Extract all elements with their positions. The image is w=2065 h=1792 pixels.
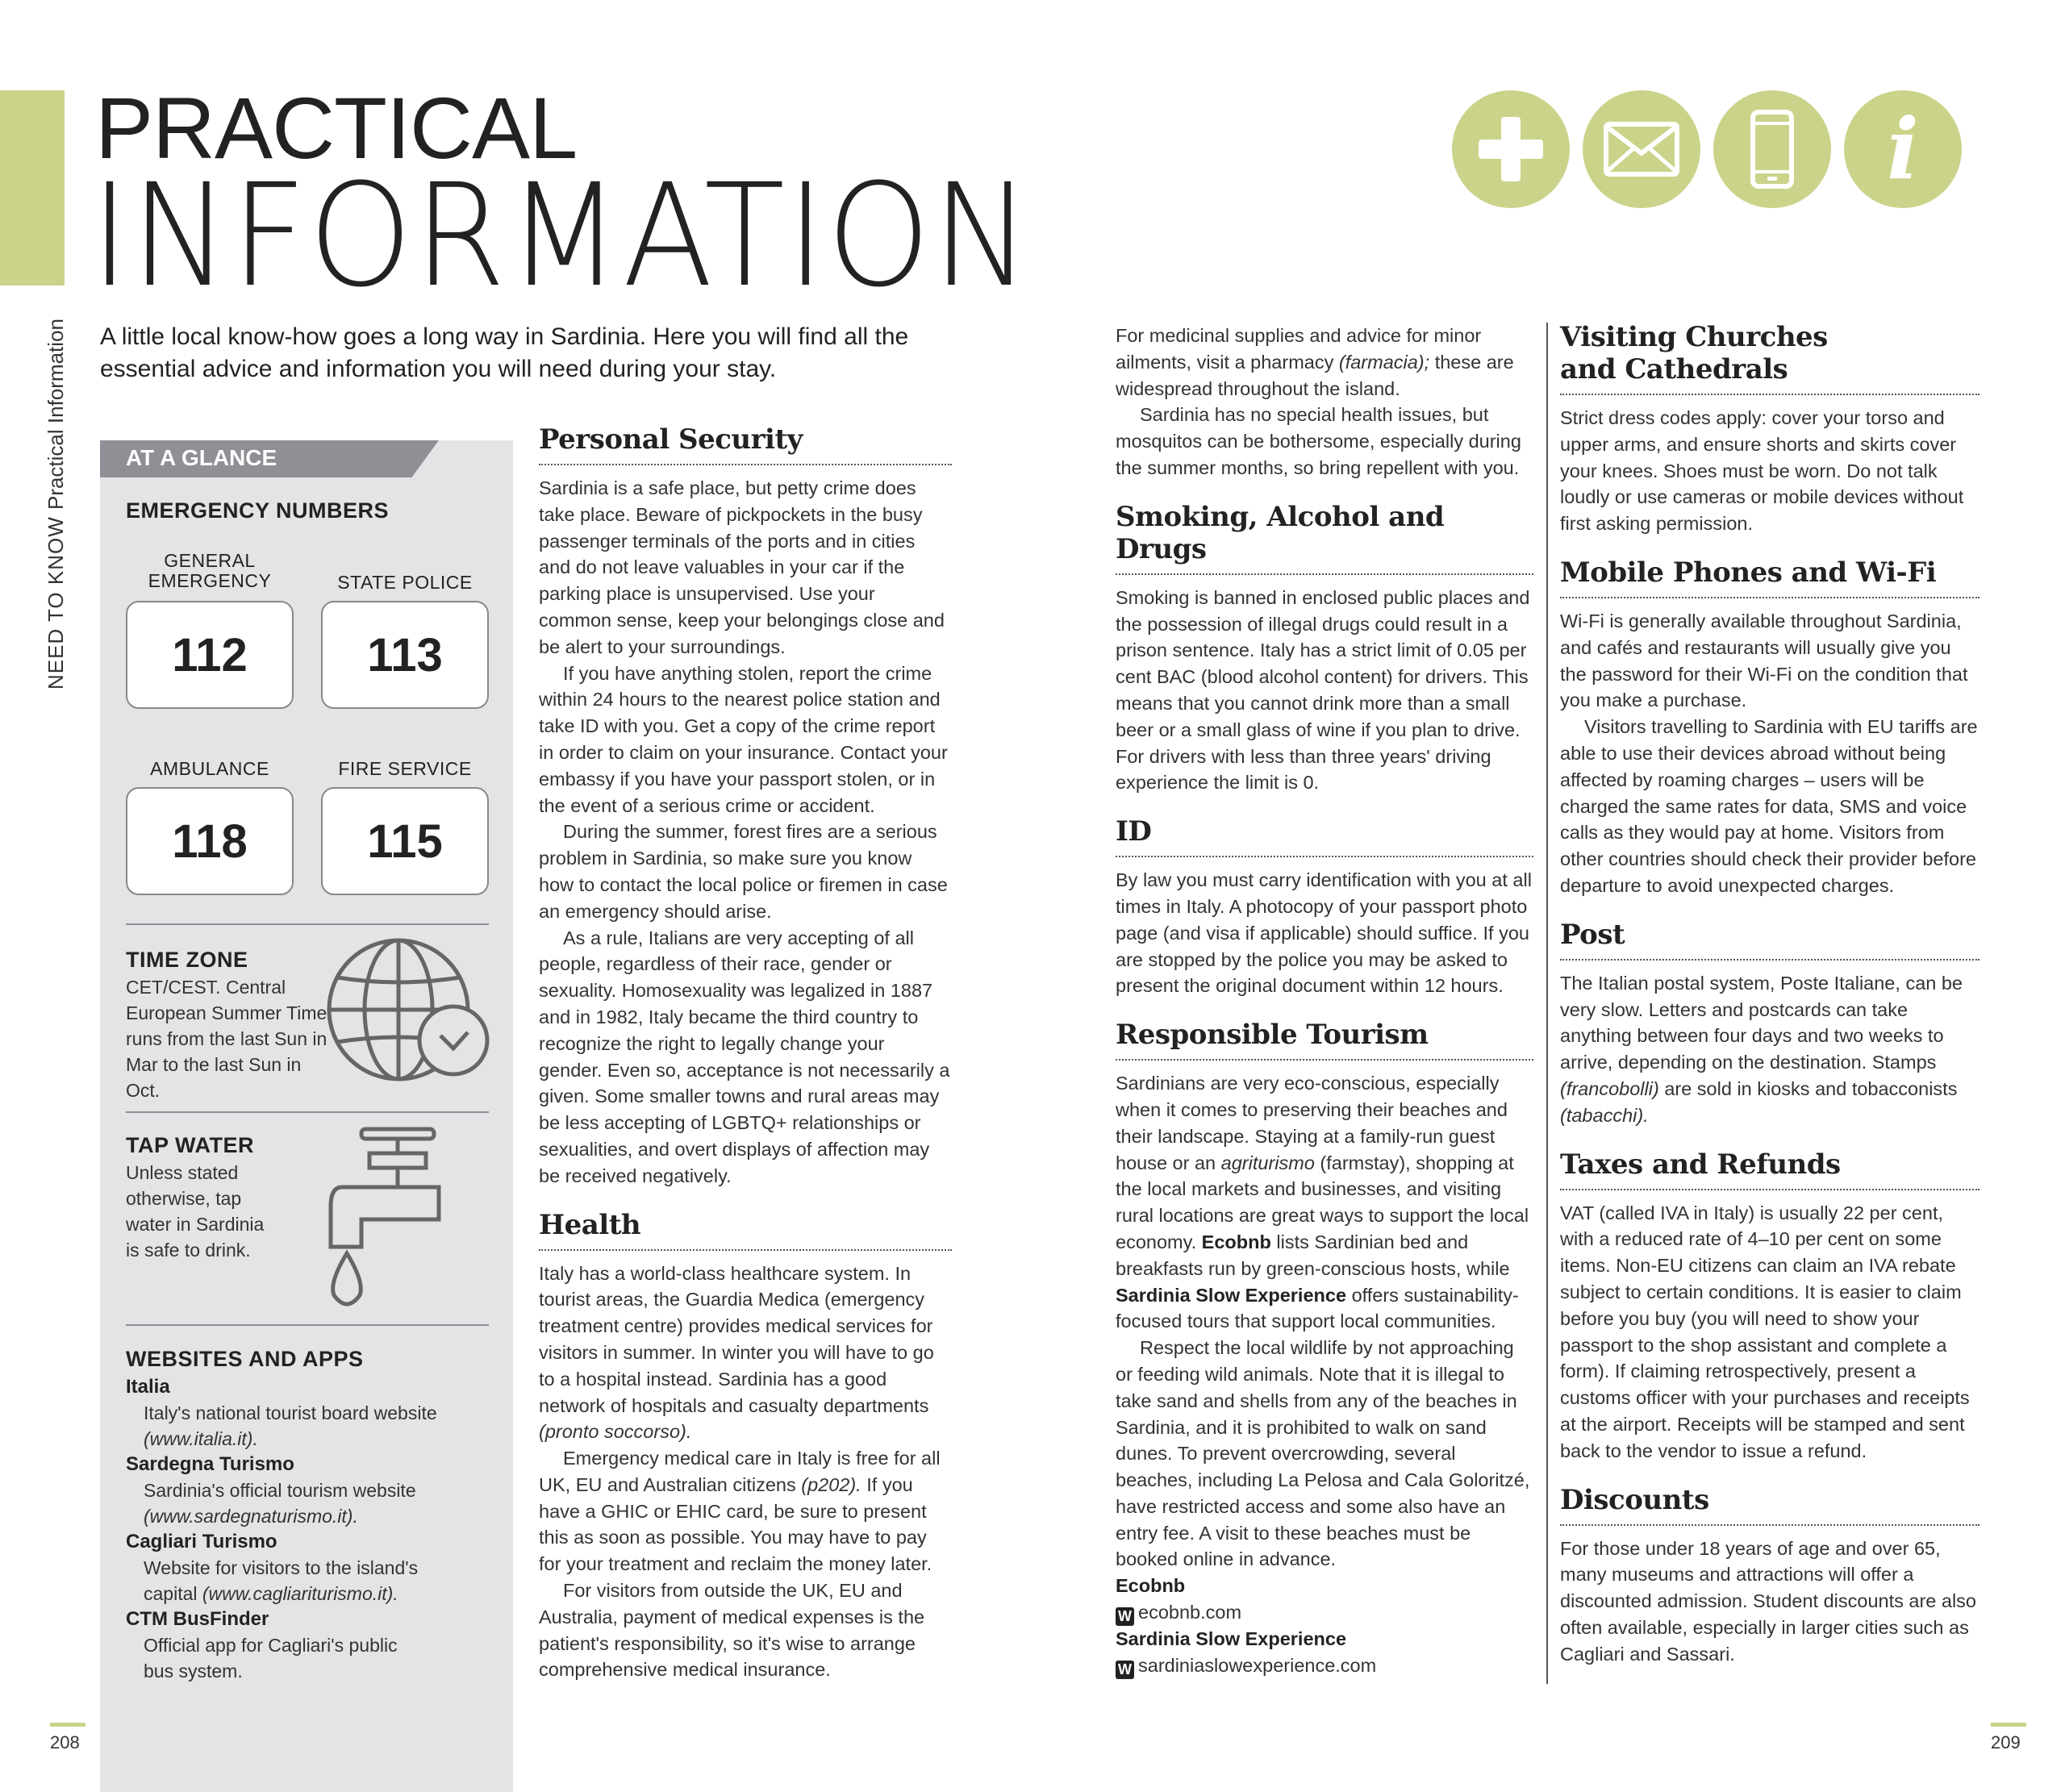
post-text: are sold in kiosks and tobacconists [1664,1077,1958,1099]
section-heading-mobile: Mobile Phones and Wi-Fi [1560,556,1937,589]
emergency-number-ambulance: 118 [126,787,294,895]
mobile-phone-icon [1713,90,1831,208]
resp-bold: Sardinia Slow Experience [1116,1284,1347,1306]
heading-rule [539,464,952,465]
heading-rule [1560,1189,1979,1190]
website-desc: Sardinia's official tourism website [144,1480,416,1501]
section-heading-churches [1560,321,1979,385]
page-number-bar [1991,1723,2026,1727]
paragraph [539,1445,952,1577]
resp-italic: agriturismo [1220,1152,1315,1173]
paragraph: As a rule, Italians are very accepting of all people, regardless of their race, gender or sexuality. Homosexuality was legalized in 1887 and in 1982, Italy became the third country to recognize the right to legally change your gender. Even so, acceptance is not necessarily a given. Some smaller towns and rural areas may be less accepting of LGBTQ+ relationships or sexualities, and overt displays of affection may be received negatively. [539,927,950,1186]
paragraph: Sardinia has no special health issues, but mosquitos can be bothersome, especially during the summer months, so bring repellent with you. [1116,404,1521,478]
web-icon: W [1116,1607,1134,1626]
pharm-text: these are widespread throughout the island. [1116,351,1514,399]
section-heading-smoking: Smoking, Alcohol and Drugs [1116,500,1445,565]
link-url[interactable]: ecobnb.com [1138,1602,1242,1623]
link-row [1116,1652,1533,1679]
link-url[interactable]: sardiniaslowexperience.com [1138,1654,1377,1676]
section-heading-security: Personal Security [539,423,803,456]
health-text: Emergency medical care in Italy is free for all UK, EU and Australian citizens [539,1448,941,1495]
section-heading-id: ID [1116,815,1152,848]
globe-clock-icon [326,937,490,1086]
paragraph: For those under 18 years of age and over 65, many museums and attractions will offer a discounted admission. Student discounts are also often available, especially in larger cities such as Cagliari and Sassari. [1560,1537,1977,1665]
paragraph: VAT (called IVA in Italy) is usually 22 per cent, with a reduced rate of 4–10 per cent on some items. Non-EU citizens can claim an IVA rebate subject to certain conditions. It is easier to claim before you buy (you will need to show your passport to the shop assistant and complete a form). If claiming retrospectively, present a customs officer with your purchases and receipts at the airport. Receipts will be stamped and sent back to the vendor to issue a refund. [1560,1202,1970,1461]
section-heading-post: Post [1560,918,1625,951]
column-3 [1560,321,1979,1667]
side-prefix: NEED TO KNOW [44,516,68,690]
divider [126,1324,489,1326]
page-number-bar [50,1723,86,1727]
web-icon: W [1116,1661,1134,1679]
side-section-label [44,319,69,690]
paragraph [1560,970,1979,1129]
website-name: Italia [126,1376,170,1398]
resp-text: lists Sardinian bed and breakfasts run by green-conscious hosts, while [1116,1231,1510,1279]
emergency-label-ambulance: AMBULANCE [150,758,269,779]
website-desc: Official app for Cagliari's public [144,1635,398,1656]
side-accent-bar [0,90,65,285]
resp-text: (farmstay), shopping at the local markets and businesses, and visiting rural locations are great ways to support the local economy. [1116,1152,1529,1252]
website-name: Sardegna Turismo [126,1453,294,1475]
timezone-title: TIME ZONE [126,948,248,972]
column-1 [539,423,952,1683]
websites-list [126,1374,489,1684]
paragraph: Strict dress codes apply: cover your torso and upper arms, and ensure shorts and skirts cover your knees. Shoes must be worn. Do not talk loudly or use cameras or mobile devices without first asking permission. [1560,407,1964,535]
resp-text: offers sustainability-focused tours that support local communities. [1116,1284,1519,1332]
heading-rule [539,1249,952,1251]
resp-bold: Ecobnb [1201,1231,1271,1252]
at-a-glance-title: AT A GLANCE [126,445,277,470]
website-link[interactable]: (www.sardegnaturismo.it). [144,1506,358,1527]
page-number-right: 209 [1991,1732,2021,1752]
paragraph: During the summer, forest fires are a serious problem in Sardinia, so make sure you know how to contact the local police or firemen in case an emergency should arise. [539,821,948,922]
paragraph: By law you must carry identification with you at all times in Italy. A photocopy of your passport photo page (and visa if applicable) should suffice. If you are stopped by the police you may be asked to present the original document within 12 hours. [1116,869,1532,997]
title-line1: PRACTICAL [95,79,578,177]
post-italic: (francobolli) [1560,1077,1659,1099]
health-italic: (pronto soccorso). [539,1421,692,1443]
info-icon: i [1844,90,1962,208]
side-section: Practical Information [44,319,68,511]
website-desc-line2 [126,1581,489,1607]
paragraph [1116,1070,1533,1335]
heading-rule [1560,959,1979,961]
link-name: Sardinia Slow Experience [1116,1628,1347,1650]
tap-icon [326,1126,447,1317]
emergency-label-police: STATE POLICE [337,572,473,593]
website-name: Cagliari Turismo [126,1531,277,1552]
heading-line: and Cathedrals [1560,353,1788,385]
health-text: Italy has a world-class healthcare system. In tourist areas, the Guardia Medica (emergency treatment centre) provides medical services for visitors in summer. In winter you will have to go to a hospital instead. Sardinia has a good network of hospitals and casualty departments [539,1262,934,1416]
divider [126,923,489,925]
title-line2: INFORMATION [90,153,1032,319]
heading-rule [1560,597,1979,598]
paragraph: Wi-Fi is generally available throughout Sardinia, and cafés and restaurants will usually give you the password for their Wi-Fi on the condition that you make a purchase. [1560,610,1968,711]
column-2 [1116,323,1533,1679]
post-italic: (tabacchi). [1560,1104,1649,1126]
website-link[interactable]: (www.italia.it). [144,1428,258,1449]
website-desc2: capital [144,1583,198,1604]
section-heading-health: Health [539,1208,641,1241]
paragraph [539,1261,952,1446]
page-ref: (p202). [801,1473,861,1495]
post-text: The Italian postal system, Poste Italiane, can be very slow. Letters and postcards can take anything between four days and two weeks to arrive, depending on the destination. Stamps [1560,972,1963,1073]
health-text: If you have a GHIC or EHIC card, be sure to present this as soon as possible. You may have to pay for your treatment and reclaim the money later. [539,1473,932,1575]
paragraph: Sardinia is a safe place, but petty crime does take place. Beware of pickpockets in the busy passenger terminals of the ports and in cities and do not leave valuables in your car if the parking place is unsupervised. Use your common sense, keep your belongings close and be alert to your surroundings. [539,477,945,657]
emergency-number-police: 113 [321,601,489,709]
emergency-number-general: 112 [126,601,294,709]
heading-line: Visiting Churches [1560,321,1828,353]
divider [126,1111,489,1113]
paragraph [1116,323,1533,402]
paragraph: If you have anything stolen, report the crime within 24 hours to the nearest police station and take ID with you. Get a copy of the crime report in order to claim on your insurance. Contact your embassy if you have your passport stolen, or in the event of a serious crime or accident. [539,662,948,816]
websites-title: WEBSITES AND APPS [126,1347,364,1371]
heading-rule [1560,394,1979,395]
paragraph: Smoking is banned in enclosed public places and the possession of illegal drugs could result in a prison sentence. Italy has a strict limit of 0.05 per cent BAC (blood alcohol content) for drivers. This means that you cannot drink more than a small beer or a small glass of wine if you plan to drive. For drivers with less than three years' driving experience the limit is 0. [1116,586,1530,794]
section-heading-taxes: Taxes and Refunds [1560,1148,1841,1181]
website-desc: Italy's national tourist board website [144,1402,437,1423]
website-desc2: bus system. [144,1661,243,1682]
paragraph: Respect the local wildlife by not approaching or feeding wild animals. Note that it is illegal to take sand and shells from any of the beaches in Sardinia, and it is prohibited to walk on sand dunes. To prevent overcrowding, several beaches, including La Pelosa and Cala Goloritzé, have restricted access and some also have an entry fee. A visit to these beaches must be booked online in advance. [1116,1337,1530,1570]
emergency-label-general: GENERAL EMERGENCY [148,550,272,591]
link-name: Ecobnb [1116,1575,1186,1597]
emergency-number-fire: 115 [321,787,489,895]
pharm-italic: (farmacia); [1338,351,1430,373]
tapwater-text: Unless stated otherwise, tap water in Sardinia is safe to drink. [126,1162,265,1261]
column-divider [1546,323,1548,1684]
intro-text: A little local know-how goes a long way in Sardinia. Here you will find all the essential advice and information you will need during your stay. [100,323,909,382]
page-number-left: 208 [50,1732,80,1752]
plus-icon [1452,90,1570,208]
heading-rule [1116,573,1533,575]
section-heading-discounts: Discounts [1560,1483,1709,1516]
tapwater-title: TAP WATER [126,1133,254,1157]
heading-rule [1116,856,1533,857]
paragraph: Visitors travelling to Sardinia with EU tariffs are able to use their devices abroad without being affected by roaming charges – users will be charged the same rates for data, SMS and voice calls as they would pay at home. Visitors from other countries should check their provider before departure to avoid unexpected charges. [1560,716,1978,896]
envelope-icon [1583,90,1700,208]
emergency-label-fire: FIRE SERVICE [338,758,472,779]
timezone-text: CET/CEST. Central European Summer Time runs from the last Sun in Mar to the last Sun in Oct. [126,977,327,1101]
pharm-text: For medicinal supplies and advice for minor ailments, visit a pharmacy [1116,325,1482,373]
link-row [1116,1599,1533,1626]
paragraph: For visitors from outside the UK, EU and Australia, payment of medical expenses is the patient's responsibility, so it's wise to arrange comprehensive medical insurance. [539,1580,925,1681]
emergency-title: EMERGENCY NUMBERS [126,498,390,523]
website-desc: Website for visitors to the island's [144,1557,419,1578]
section-heading-responsible: Responsible Tourism [1116,1019,1429,1052]
heading-rule [1116,1059,1533,1061]
website-link[interactable]: (www.cagliariturismo.it). [202,1583,398,1604]
heading-rule [1560,1524,1979,1526]
website-name: CTM BusFinder [126,1608,269,1630]
resp-text: Sardinians are very eco-conscious, especially when it comes to preserving their beaches and their landscape. Staying at a family-run guest house or an [1116,1073,1508,1173]
